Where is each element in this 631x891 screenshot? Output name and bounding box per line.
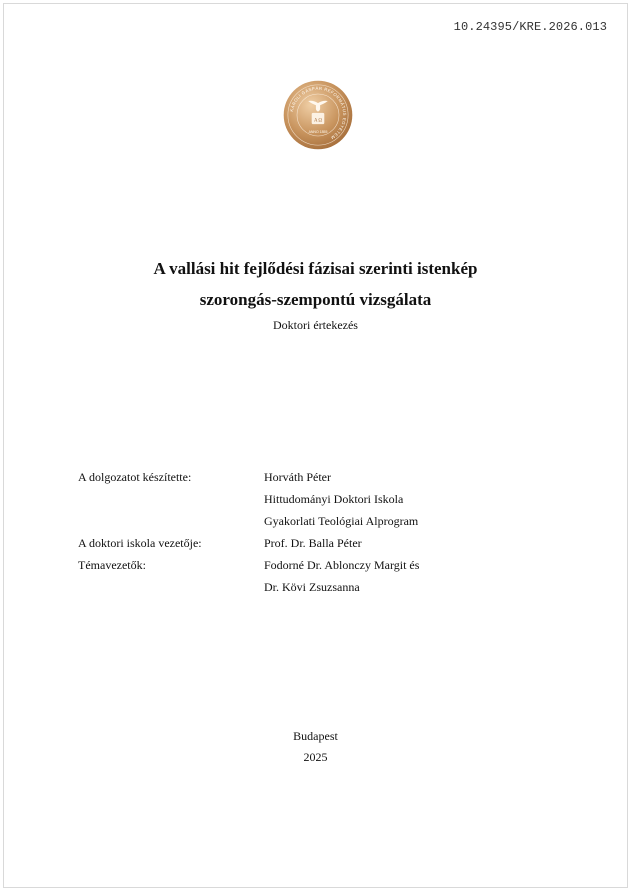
document-type: Doktori értekezés bbox=[273, 318, 358, 332]
svg-text:KÁROLI GÁSPÁR REFORMÁTUS EGYET: KÁROLI GÁSPÁR REFORMÁTUS EGYETEM bbox=[289, 85, 348, 141]
year: 2025 bbox=[303, 750, 328, 764]
university-seal-logo bbox=[283, 80, 353, 150]
supervisor-1: Fodorné Dr. Ablonczy Margit és bbox=[264, 557, 420, 572]
school-head-label: A doktori iskola vezetője: bbox=[78, 535, 202, 550]
svg-text:ANNO 1855: ANNO 1855 bbox=[308, 130, 328, 135]
svg-text:A Ω: A Ω bbox=[313, 118, 323, 124]
document-page bbox=[3, 3, 628, 888]
supervisor-2: Dr. Kövi Zsuzsanna bbox=[264, 579, 360, 594]
info-row-supervisors bbox=[78, 554, 419, 576]
thesis-info-block bbox=[78, 466, 419, 598]
sub-program: Gyakorlati Teológiai Alprogram bbox=[264, 513, 419, 528]
doctoral-school: Hittudományi Doktori Iskola bbox=[264, 491, 404, 506]
thesis-title-line-2: szorongás-szempontú vizsgálata bbox=[199, 290, 432, 309]
city: Budapest bbox=[293, 729, 338, 743]
info-row-program bbox=[78, 510, 419, 532]
supervisors-label: Témavezetők: bbox=[78, 557, 146, 572]
info-row-supervisor-2 bbox=[78, 576, 419, 598]
school-head-name: Prof. Dr. Balla Péter bbox=[264, 535, 362, 550]
author-label: A dolgozatot készítette: bbox=[78, 469, 192, 484]
info-row-author bbox=[78, 466, 419, 488]
author-name: Horváth Péter bbox=[264, 469, 331, 484]
info-row-head bbox=[78, 532, 419, 554]
doi-identifier: 10.24395/KRE.2026.013 bbox=[453, 20, 607, 34]
info-row-school bbox=[78, 488, 419, 510]
thesis-title-line-1: A vallási hit fejlődési fázisai szerinti istenkép bbox=[153, 259, 478, 278]
